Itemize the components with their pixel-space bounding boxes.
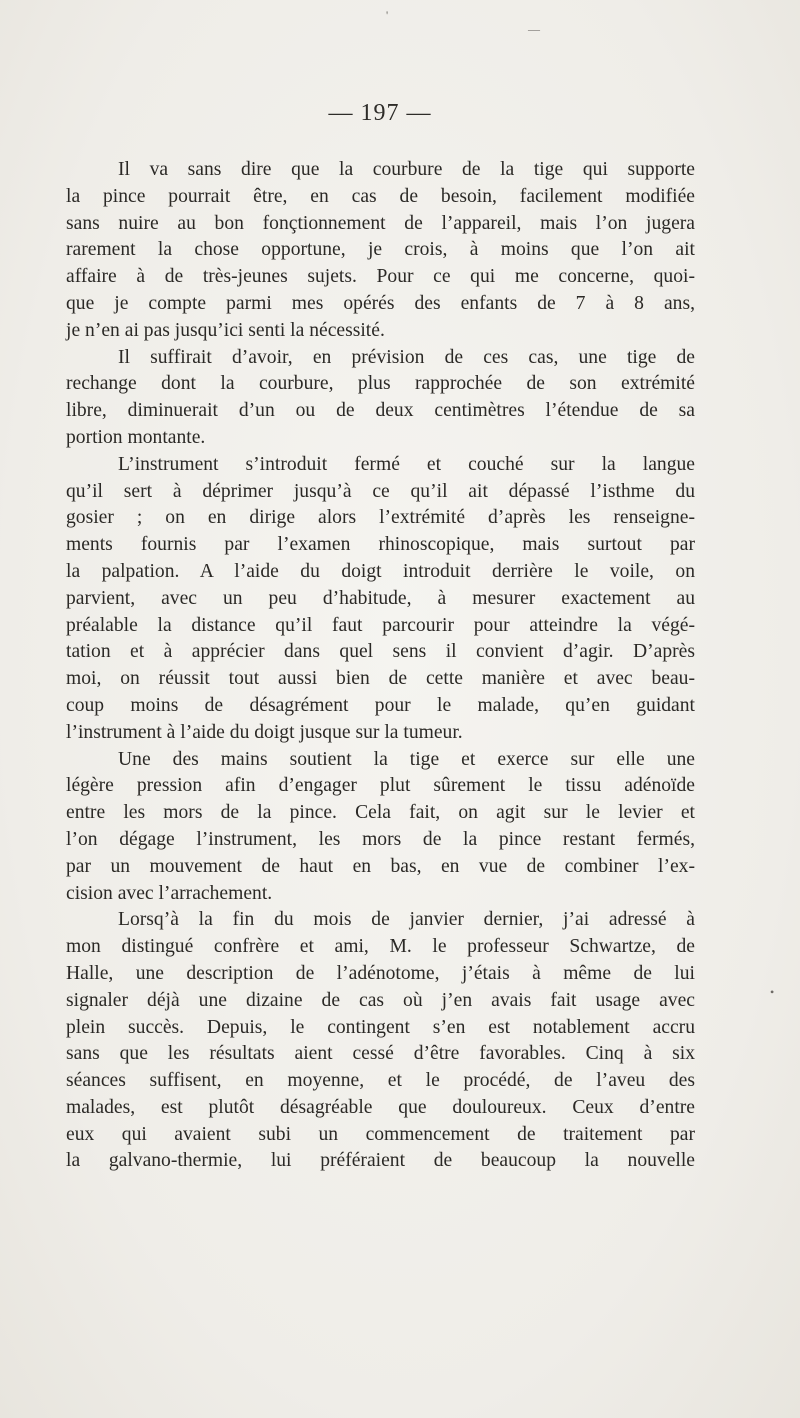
text-line: par un mouvement de haut en bas, en vue de combiner l’ex- xyxy=(66,855,695,877)
text-line: signaler déjà une dizaine de cas où j’en avais fait usage avec xyxy=(66,989,695,1011)
text-line: l’instrument à l’aide du doigt jusque sur la tumeur. xyxy=(66,721,463,743)
text-line: sans que les résultats aient cessé d’être favorables. Cinq à six xyxy=(66,1043,695,1065)
scan-speck: ' xyxy=(386,8,389,22)
scan-speck: — xyxy=(528,22,540,36)
text-line: sans nuire au bon fonçtionnement de l’appareil, mais l’on jugera xyxy=(66,212,695,234)
text-line: légère pression afin d’engager plut sûrement le tissu adénoïde xyxy=(66,775,695,797)
body-text xyxy=(66,157,695,1175)
text-line: parvient, avec un peu d’habitude, à mesurer exactement au xyxy=(66,587,695,609)
text-line: Halle, une description de l’adénotome, j’étais à même de lui xyxy=(66,962,695,984)
paragraph-3 xyxy=(66,452,695,747)
text-line: cision avec l’arrachement. xyxy=(66,882,273,904)
text-line: Lorsq’à la fin du mois de janvier dernier, j’ai adressé à xyxy=(118,909,695,931)
text-line: L’instrument s’introduit fermé et couché sur la langue xyxy=(118,453,695,475)
scan-speck: • xyxy=(770,985,775,999)
text-line: tation et à apprécier dans quel sens il convient d’agir. D’après xyxy=(66,641,695,663)
text-line: l’on dégage l’instrument, les mors de la pince restant fermés, xyxy=(66,828,695,850)
paragraph-5 xyxy=(66,907,695,1175)
text-line: eux qui avaient subi un commencement de traitement par xyxy=(66,1123,695,1145)
text-line: portion montante. xyxy=(66,426,206,448)
text-line: rechange dont la courbure, plus rapprochée de son extrémité xyxy=(66,373,695,395)
text-line: moi, on réussit tout aussi bien de cette manière et avec beau- xyxy=(66,668,695,690)
text-line: préalable la distance qu’il faut parcourir pour atteindre la végé- xyxy=(66,614,695,636)
page-number: — 197 — xyxy=(328,100,432,126)
text-line: ments fournis par l’examen rhinoscopique, mais surtout par xyxy=(66,534,695,556)
text-line: rarement la chose opportune, je crois, à moins que l’on ait xyxy=(66,239,695,261)
text-line: gosier ; on en dirige alors l’extrémité d’après les renseigne- xyxy=(66,507,695,529)
text-line: la pince pourrait être, en cas de besoin, facilement modifiée xyxy=(66,185,695,207)
text-line: Une des mains soutient la tige et exerce sur elle une xyxy=(118,748,695,770)
text-line: entre les mors de la pince. Cela fait, on agit sur le levier et xyxy=(66,802,695,824)
text-line: libre, diminuerait d’un ou de deux centimètres l’étendue de sa xyxy=(66,400,695,422)
text-line: séances suffisent, en moyenne, et le procédé, de l’aveu des xyxy=(66,1070,695,1092)
text-line: la galvano-thermie, lui préféraient de beaucoup la nouvelle xyxy=(66,1150,695,1172)
text-line: malades, est plutôt désagréable que douloureux. Ceux d’entre xyxy=(66,1096,695,1118)
text-line: Il va sans dire que la courbure de la tige qui supporte xyxy=(118,159,695,180)
text-line: la palpation. A l’aide du doigt introduit derrière le voile, on xyxy=(66,560,695,582)
text-line: je n’en ai pas jusqu’ici senti la nécessité. xyxy=(66,319,385,341)
text-line: coup moins de désagrément pour le malade, qu’en guidant xyxy=(66,694,695,716)
paragraph-4 xyxy=(66,747,695,908)
text-line: plein succès. Depuis, le contingent s’en est notablement accru xyxy=(66,1016,695,1038)
paragraph-2 xyxy=(66,345,695,452)
text-line: mon distingué confrère et ami, M. le professeur Schwartze, de xyxy=(66,936,695,958)
text-line: Il suffirait d’avoir, en prévision de ces cas, une tige de xyxy=(118,346,695,368)
paragraph-1 xyxy=(66,157,695,345)
text-line: que je compte parmi mes opérés des enfants de 7 à 8 ans, xyxy=(66,292,695,314)
text-line: affaire à de très-jeunes sujets. Pour ce qui me concerne, quoi- xyxy=(66,266,695,288)
text-line: qu’il sert à déprimer jusqu’à ce qu’il ait dépassé l’isthme du xyxy=(66,480,695,502)
